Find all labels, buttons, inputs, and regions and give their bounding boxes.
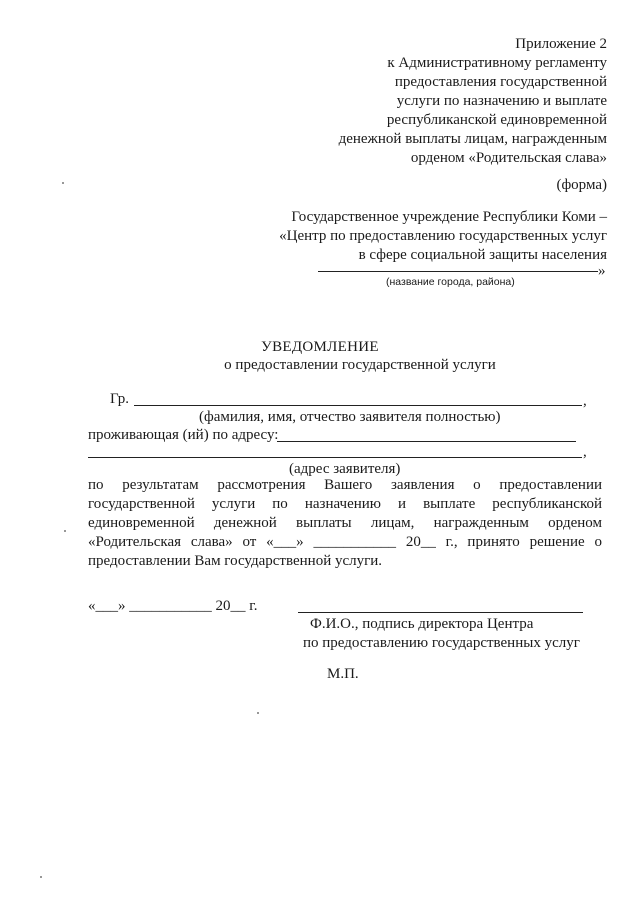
body-line-1: по результатам рассмотрения Вашего заявления о предоставлении — [88, 477, 602, 493]
closing-quote: » — [598, 263, 606, 279]
applicant-name-line — [134, 405, 582, 406]
city-district-caption: (название города, района) — [386, 276, 515, 288]
institution-line-3: в сфере социальной защиты населения — [358, 247, 607, 263]
name-comma: , — [583, 393, 587, 409]
citizen-prefix: Гр. — [110, 391, 129, 407]
appendix-line-1: Приложение 2 — [515, 36, 607, 52]
applicant-name-caption: (фамилия, имя, отчество заявителя полностью) — [199, 409, 501, 425]
address-line-2 — [88, 457, 582, 458]
form-label: (форма) — [556, 177, 607, 193]
body-line-4: «Родительская слава» от «___» ___________ 20__ г., принято решение о — [88, 534, 602, 550]
body-line-2: государственной услуги по назначению и выплате республиканской — [88, 496, 602, 512]
stamp-place: М.П. — [327, 666, 359, 682]
address-caption: (адрес заявителя) — [289, 461, 401, 477]
notice-title: УВЕДОМЛЕНИЕ — [261, 339, 379, 355]
institution-line-1: Государственное учреждение Республики Коми – — [291, 209, 607, 225]
scan-speck — [62, 182, 64, 184]
signature-caption-1: Ф.И.О., подпись директора Центра — [310, 616, 534, 632]
appendix-line-2: к Административному регламенту — [387, 55, 607, 71]
appendix-line-6: денежной выплаты лицам, награжденным — [338, 131, 607, 147]
address-label: проживающая (ий) по адресу: — [88, 427, 279, 443]
city-district-line — [318, 271, 598, 272]
signature-line — [298, 612, 583, 613]
body-line-5: предоставлении Вам государственной услуги. — [88, 553, 383, 569]
appendix-line-3: предоставления государственной — [394, 74, 607, 90]
body-line-3: единовременной денежной выплаты лицам, награжденным орденом — [88, 515, 602, 531]
address-comma: , — [583, 444, 587, 460]
signature-date: «___» ___________ 20__ г. — [88, 598, 258, 614]
scan-speck — [64, 530, 66, 532]
institution-line-2: «Центр по предоставлению государственных услуг — [279, 228, 607, 244]
appendix-line-7: орденом «Родительская слава» — [410, 150, 607, 166]
address-line-1 — [277, 441, 576, 442]
signature-caption-2: по предоставлению государственных услуг — [303, 635, 580, 651]
appendix-line-5: республиканской единовременной — [386, 112, 607, 128]
notice-subtitle: о предоставлении государственной услуги — [224, 357, 496, 373]
scan-speck — [257, 712, 259, 714]
appendix-line-4: услуги по назначению и выплате — [396, 93, 607, 109]
scan-speck — [40, 876, 42, 878]
